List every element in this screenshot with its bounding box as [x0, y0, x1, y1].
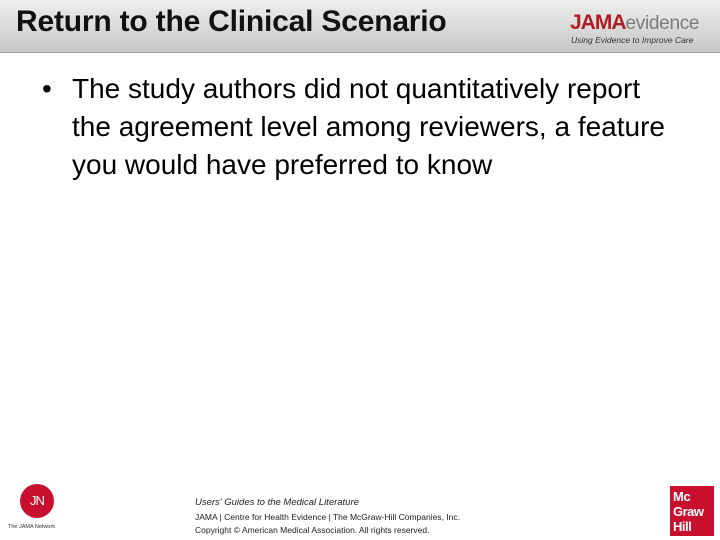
- jama-evidence-logo: [570, 12, 715, 46]
- mcgraw-logo-line: Mc: [673, 489, 691, 504]
- evidence-wordmark: evidence: [625, 13, 700, 34]
- jama-wordmark: JAMA: [570, 11, 626, 34]
- mcgraw-logo-line: Hill: [673, 519, 692, 534]
- jn-circle-icon: [20, 484, 54, 518]
- footer-series-title: Users' Guides to the Medical Literature: [195, 497, 359, 508]
- footer-credits: [195, 496, 535, 537]
- bullet-dot-icon: •: [42, 73, 52, 104]
- mcgraw-hill-logo: [670, 486, 714, 536]
- bullet-item: [42, 70, 682, 184]
- bullet-list: [42, 70, 682, 184]
- footer-publishers: JAMA | Centre for Health Evidence | The McGraw-Hill Companies, Inc.: [195, 512, 461, 522]
- mcgraw-logo-line: Graw: [673, 504, 704, 519]
- jama-network-logo: [4, 484, 68, 536]
- slide-title: Return to the Clinical Scenario: [16, 5, 447, 38]
- jama-network-caption: The JAMA Network: [8, 524, 56, 530]
- bullet-text: The study authors did not quantitatively report the agreement level among reviewers, a feature you would have preferred to know: [72, 73, 665, 180]
- slide-header: [0, 0, 720, 53]
- jama-tagline: Using Evidence to Improve Care: [571, 35, 694, 45]
- footer-copyright: Copyright © American Medical Association. All rights reserved.: [195, 525, 430, 535]
- jama-evidence-wordmark: [570, 12, 699, 36]
- jn-letters: JN: [30, 493, 44, 508]
